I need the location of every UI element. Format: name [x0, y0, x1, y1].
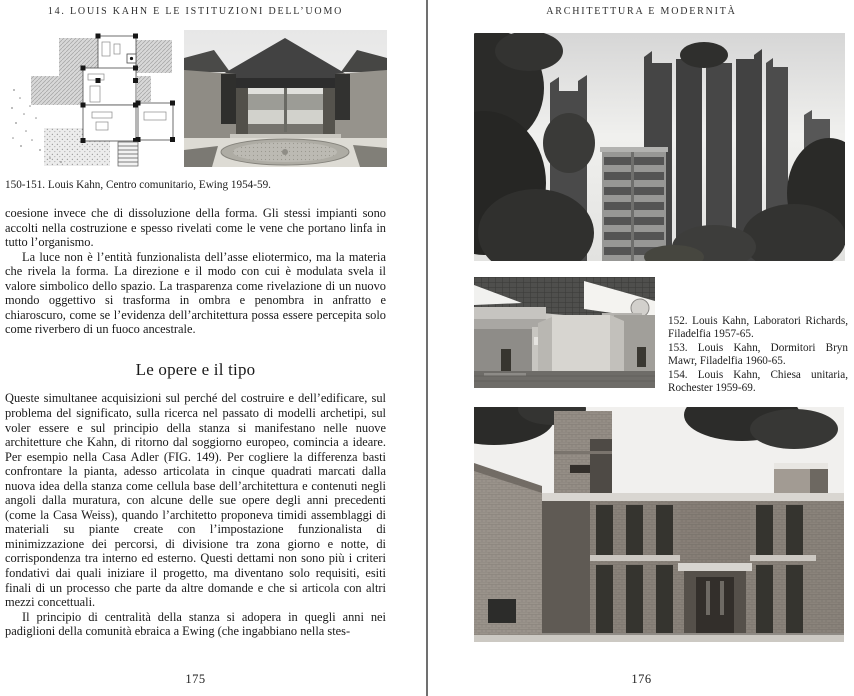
figure-154-unitarian-church-photo	[474, 407, 844, 642]
church-facade	[542, 493, 844, 635]
page-176	[429, 0, 854, 696]
body-paragraph: La luce non è l’entità funzionalista dell’asse eliotermico, ma la materia che rivela la forma. La direzione e il modo con cui è modulata svela il valore simbolico dello spazio. La trasparenza come rivelazione di un nuovo mondo oggettivo si trasforma in ombra e penombra in anfratto e chiaroscuro, come se l’evidenza dell’architettura possa essere percepita solo come riverbero di un fuoco ancestrale.	[5, 249, 386, 337]
plan-stair	[118, 142, 138, 166]
interior-floor	[474, 371, 655, 388]
body-paragraph: Il principio di centralità della stanza si adopera in quegli anni nei padiglioni della comunità ebraica a Ewing (che ingabbiano nella stes-	[5, 609, 386, 639]
church-tower	[554, 411, 612, 499]
page-number-left: 175	[185, 672, 206, 686]
right-running-head: ARCHITETTURA E MODERNITÀ	[546, 6, 737, 17]
figure-captions	[668, 315, 848, 395]
body-paragraph: coesione invece che di dissoluzione della forma. Gli stessi impianti sono accolti nella costruzione e spesso rivelati come le vene che portano linfa in tutto l’organismo.	[5, 206, 386, 250]
page-175	[0, 0, 426, 696]
church-left-wall	[474, 463, 542, 642]
church-right-monitor	[774, 463, 828, 493]
left-running-head: 14. LOUIS KAHN E LE ISTITUZIONI DELL’UOMO	[47, 6, 344, 17]
figure-151-ewing-photo	[184, 30, 387, 167]
figure-caption: 150-151. Louis Kahn, Centro comunitario, Ewing 1954-59.	[5, 179, 271, 191]
body-text	[5, 206, 386, 639]
figure-150-ewing-plan	[6, 28, 180, 168]
caption-154: 154. Louis Kahn, Chiesa unitaria, Rochester 1959-69.	[668, 368, 848, 395]
figure-152-richards-photo	[474, 33, 845, 261]
body-paragraph: Queste simultanee acquisizioni sul perché del costruire e dell’edificare, sul problema del significato, sulla ricerca nel passato di modelli archetipi, sul voler essere e sul principio della stanza si manifestano nelle nuove architetture che Kahn, di ritorno dal soggiorno europeo, comincia a ideare. Per esempio nella Casa Adler (FIG. 149). Per cogliere la differenza basti confrontare la pianta, adesso articolata in cinque quadrati marcati dalla nuova idea della stanza come cellula base dell’architettura e contenuti negli angoli dalla muratura, con alcune delle sue opere degli anni precedenti (come la Casa Weiss), quando l’architetto proponeva timidi assemblaggi di materiali su piante create con l’impostazione funzionalista di minimizzazione dei percorsi, di divisione tra zona giorno e notte, di corrispondenza tra interno ed esterno. Questi dettami non sono più i criteri fondativi dai quali iniziare il progetto, ma diventano solo requisiti, esiti finali di un processo che parte da altre domande e che si articola con altri mezzi concettuali.	[5, 391, 386, 610]
richards-midrise	[600, 147, 668, 261]
caption-152: 152. Louis Kahn, Laboratori Richards, Filadelfia 1957-65.	[668, 315, 848, 341]
caption-153: 153. Louis Kahn, Dormitori Bryn Mawr, Filadelfia 1960-65.	[668, 341, 848, 368]
page-number-right: 176	[631, 672, 652, 686]
interior-block	[532, 315, 624, 379]
figure-153-bryn-mawr-interior-photo	[474, 277, 655, 388]
ewing-court-floor	[184, 134, 387, 167]
section-heading: Le opere e il tipo	[135, 359, 256, 379]
page-gutter-line	[426, 0, 428, 696]
